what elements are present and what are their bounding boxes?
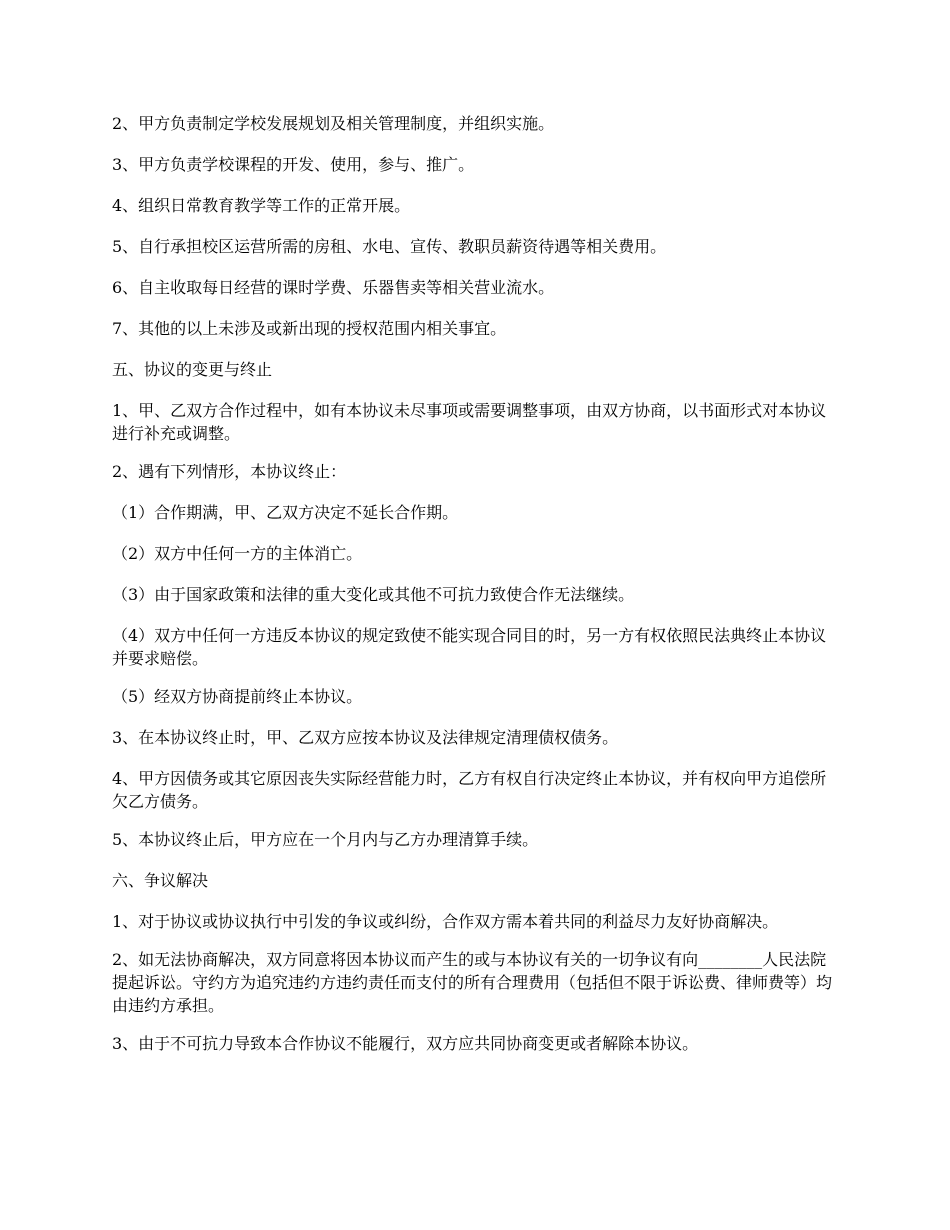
paragraph-change-2: 2、遇有下列情形，本协议终止： (112, 462, 347, 481)
paragraph-dispute-1: 1、对于协议或协议执行中引发的争议或纠纷，合作双方需本着共同的利益尽力友好协商解决。 (112, 912, 779, 931)
termination-case-4: （4）双方中任何一方违反本协议的规定致使不能实现合同目的时，另一方有权依照民法典终止本协议并要求赔偿。 (112, 626, 827, 668)
paragraph-item-3-curriculum: 3、甲方负责学校课程的开发、使用，参与、推广。 (112, 155, 475, 174)
section-heading-5: 五、协议的变更与终止 (112, 360, 273, 379)
paragraph-item-7-other: 7、其他的以上未涉及或新出现的授权范围内相关事宜。 (112, 319, 507, 338)
paragraph-change-5: 5、本协议终止后，甲方应在一个月内与乙方办理清算手续。 (112, 830, 539, 849)
paragraph-item-4-teaching: 4、组织日常教育教学等工作的正常开展。 (112, 196, 411, 215)
termination-case-1: （1）合作期满，甲、乙双方决定不延长合作期。 (112, 503, 459, 522)
paragraph-change-1: 1、甲、乙双方合作过程中，如有本协议未尽事项或需要调整事项，由双方协商，以书面形式对本协议进行补充或调整。 (112, 401, 827, 443)
document-page (112, 112, 838, 1073)
paragraph-item-2-planning: 2、甲方负责制定学校发展规划及相关管理制度，并组织实施。 (112, 114, 555, 133)
paragraph-item-5-costs: 5、自行承担校区运营所需的房租、水电、宣传、教职员薪资待遇等相关费用。 (112, 237, 667, 256)
termination-case-3: （3）由于国家政策和法律的重大变化或其他不可抗力致使合作无法继续。 (112, 585, 635, 604)
section-heading-6: 六、争议解决 (112, 871, 209, 890)
paragraph-change-4: 4、甲方因债务或其它原因丧失实际经营能力时，乙方有权自行决定终止本协议，并有权向甲方追偿所欠乙方债务。 (112, 769, 827, 811)
paragraph-dispute-2: 2、如无法协商解决，双方同意将因本协议而产生的或与本协议有关的一切争议有向________人民法院提起诉讼。守约方为追究违约方违约责任而支付的所有合理费用（包括但不限于诉讼费、律师费等）均由违约方承担。 (112, 950, 833, 1015)
paragraph-change-3: 3、在本协议终止时，甲、乙双方应按本协议及法律规定清理债权债务。 (112, 728, 619, 747)
termination-case-2: （2）双方中任何一方的主体消亡。 (112, 544, 363, 563)
termination-case-5: （5）经双方协商提前终止本协议。 (112, 687, 363, 706)
paragraph-item-6-revenue: 6、自主收取每日经营的课时学费、乐器售卖等相关营业流水。 (112, 278, 555, 297)
paragraph-dispute-3: 3、由于不可抗力导致本合作协议不能履行，双方应共同协商变更或者解除本协议。 (112, 1034, 699, 1053)
